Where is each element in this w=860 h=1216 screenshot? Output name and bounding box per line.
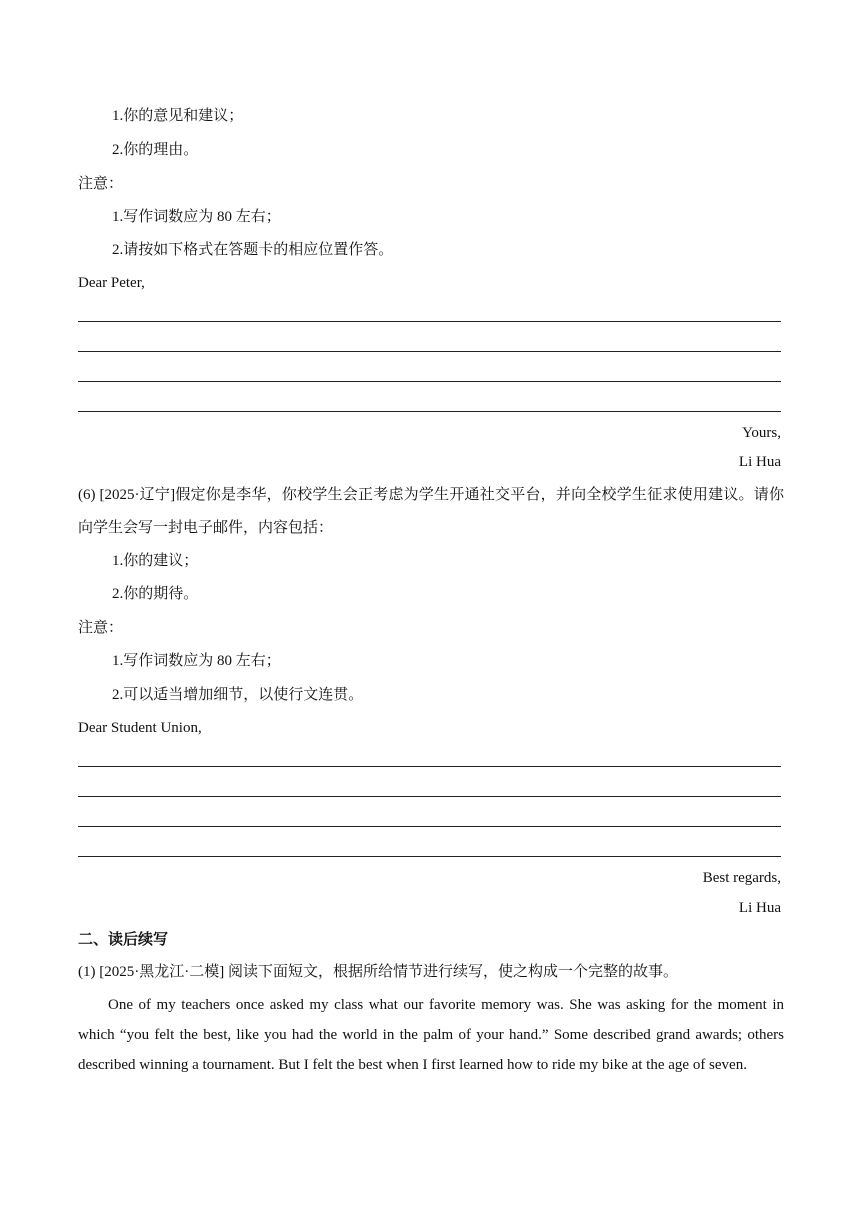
answer-line — [78, 321, 781, 322]
section-heading: 二、读后续写 — [78, 932, 169, 948]
note-item-2: 2.可以适当增加细节，以使行文连贯。 — [112, 687, 364, 703]
answer-line — [78, 766, 781, 767]
letter-greeting: Dear Student Union, — [78, 720, 202, 736]
letter-closing: Yours, — [742, 425, 781, 441]
content-item-1: 1.你的建议； — [112, 553, 199, 569]
answer-line — [78, 381, 781, 382]
question-prompt: (1) [2025·黑龙江·二模] 阅读下面短文，根据所给情节进行续写，使之构成一个完整的故事。 — [78, 964, 678, 980]
answer-line — [78, 826, 781, 827]
answer-line — [78, 411, 781, 412]
note-item-1: 1.写作词数应为 80 左右； — [112, 653, 281, 669]
answer-line — [78, 351, 781, 352]
question-prompt: (6) [2025·辽宁]假定你是李华，你校学生会正考虑为学生开通社交平台，并向全校学生征求使用建议。请你向学生会写一封电子邮件，内容包括： — [78, 487, 784, 536]
note-item-2: 2.请按如下格式在答题卡的相应位置作答。 — [112, 242, 394, 258]
note-label: 注意： — [78, 620, 124, 636]
letter-signature: Li Hua — [738, 900, 781, 916]
note-item-1: 1.写作词数应为 80 左右； — [112, 209, 281, 225]
letter-signature: Li Hua — [738, 454, 781, 470]
content-item-2: 2.你的理由。 — [112, 142, 199, 158]
content-item-1: 1.你的意见和建议； — [112, 108, 244, 124]
note-label: 注意： — [78, 176, 124, 192]
content-item-2: 2.你的期待。 — [112, 586, 199, 602]
letter-closing: Best regards, — [702, 870, 781, 886]
story-passage: One of my teachers once asked my class what our favorite memory was. She was asking for the moment in which “you felt the best, like you had the world in the palm of your hand.” Some described grand awards; others described winning a tournament. But I felt the best when I first learned how to ride my bike at the age of seven. — [78, 997, 784, 1073]
answer-line — [78, 796, 781, 797]
letter-greeting: Dear Peter, — [78, 275, 145, 291]
answer-line — [78, 856, 781, 857]
